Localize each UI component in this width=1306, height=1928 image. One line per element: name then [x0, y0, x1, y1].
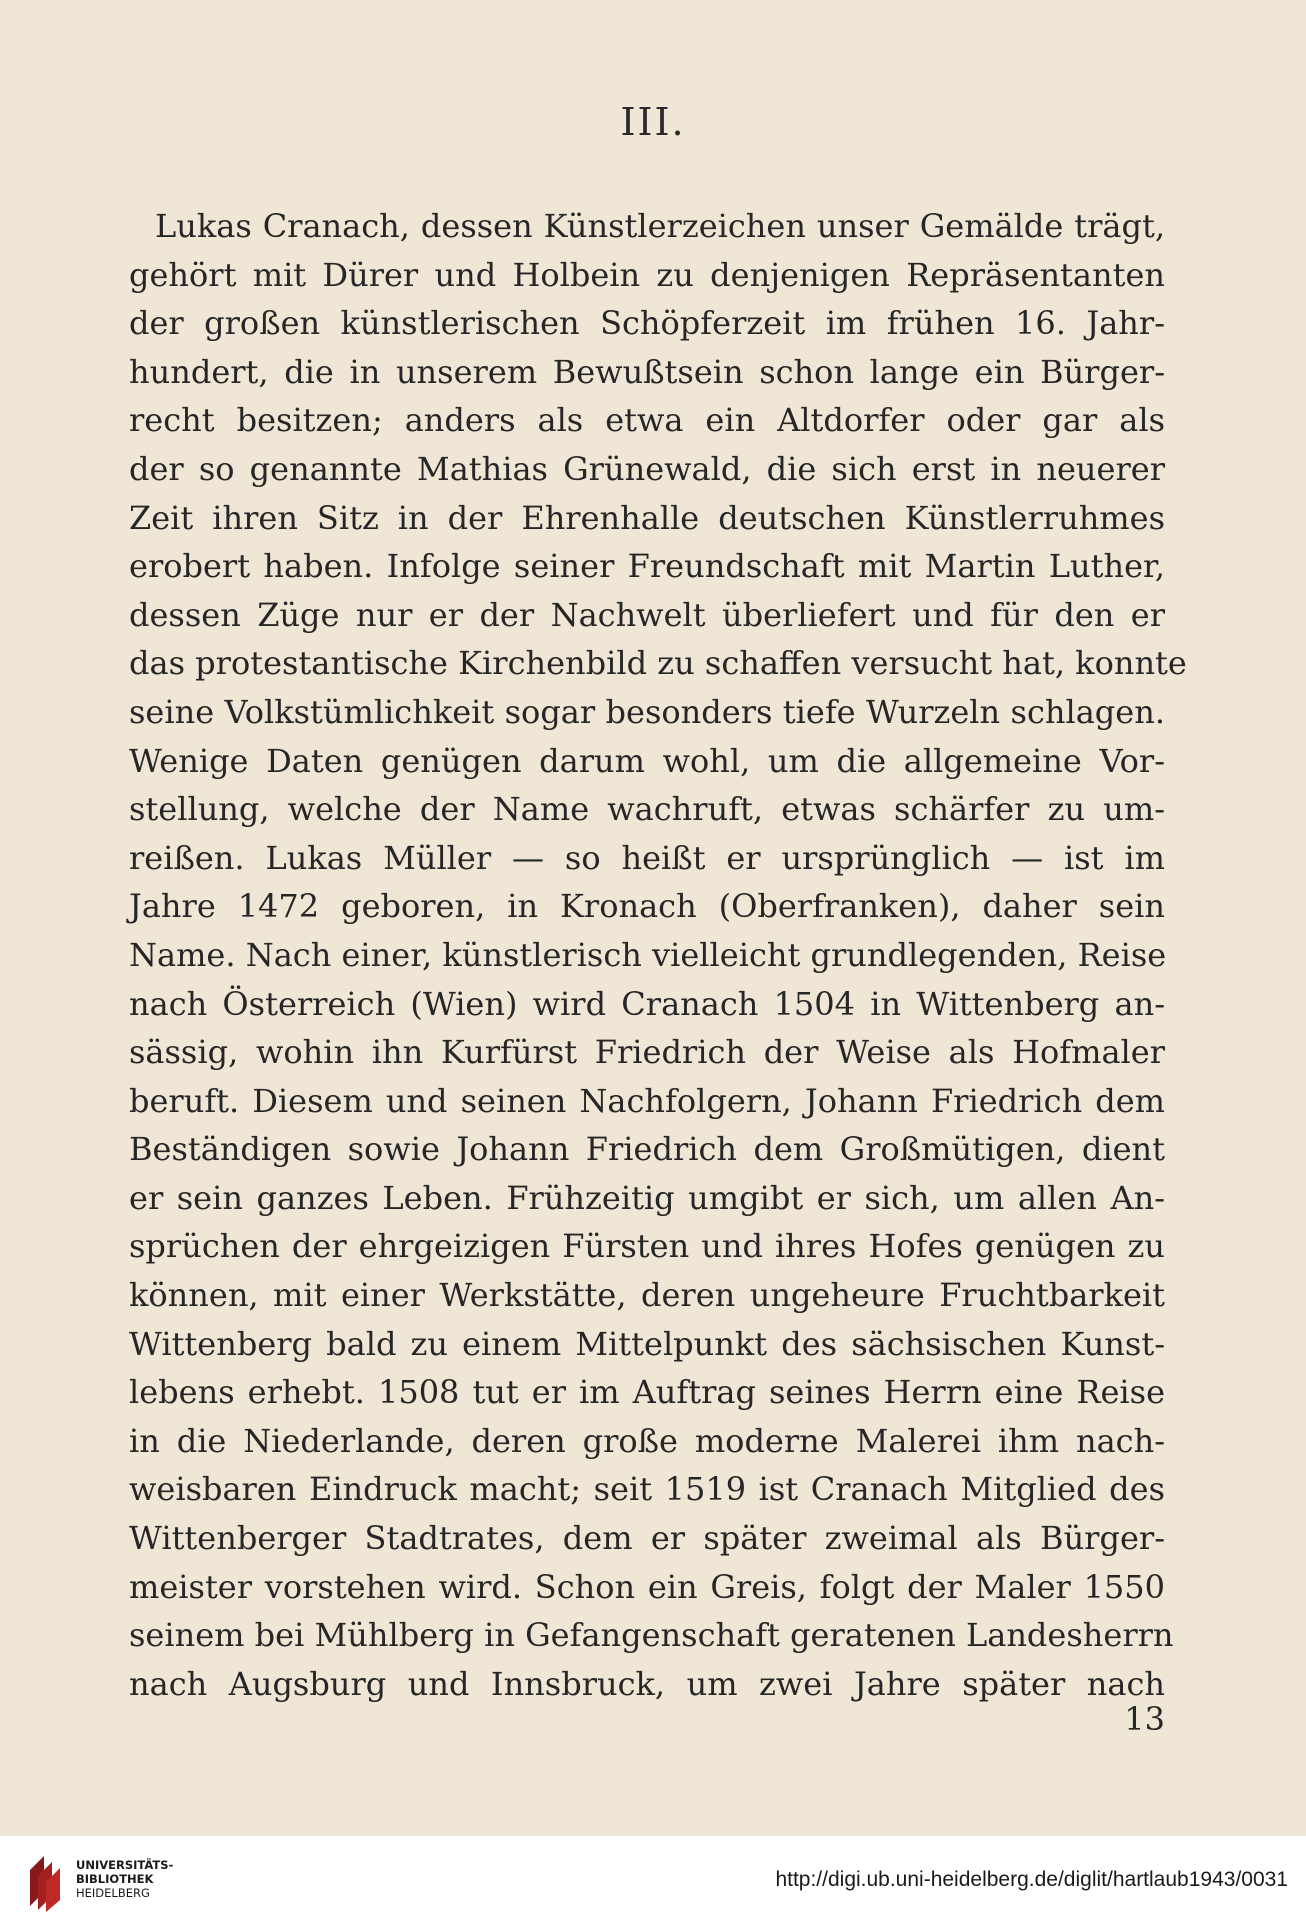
- library-name: [76, 1858, 173, 1900]
- text-line: der so genannte Mathias Grünewald, die sich erst in neuerer: [129, 449, 1165, 488]
- text-line: weisbaren Eindruck macht; seit 1519 ist Cranach Mitglied des: [129, 1470, 1165, 1509]
- library-name-line: HEIDELBERG: [76, 1886, 150, 1900]
- text-line: er sein ganzes Leben. Frühzeitig umgibt er sich, um allen An-: [129, 1178, 1165, 1217]
- text-line: sässig, wohin ihn Kurfürst Friedrich der Weise als Hofmaler: [129, 1033, 1165, 1072]
- text-line: meister vorstehen wird. Schon ein Greis, folgt der Maler 1550: [129, 1567, 1165, 1606]
- text-line: dessen Züge nur er der Nachwelt überliefert und für den er: [129, 595, 1165, 634]
- footer-bar: [0, 1836, 1306, 1928]
- text-line: Jahre 1472 geboren, in Kronach (Oberfranken), daher sein: [129, 887, 1165, 926]
- text-line: Wittenberger Stadtrates, dem er später zweimal als Bürger-: [129, 1519, 1165, 1558]
- text-line: seinem bei Mühlberg in Gefangenschaft geratenen Landesherrn: [129, 1616, 1174, 1655]
- text-line: Wittenberg bald zu einem Mittelpunkt des sächsischen Kunst-: [129, 1324, 1165, 1363]
- text-line: gehört mit Dürer und Holbein zu denjenigen Repräsentanten: [129, 255, 1165, 294]
- text-line: sprüchen der ehrgeizigen Fürsten und ihres Hofes genügen zu: [129, 1227, 1165, 1266]
- library-logo-icon: [24, 1848, 68, 1914]
- text-line: beruft. Diesem und seinen Nachfolgern, Johann Friedrich dem: [129, 1081, 1165, 1120]
- text-line: Name. Nach einer, künstlerisch vielleicht grundlegenden, Reise: [129, 935, 1167, 974]
- text-line: recht besitzen; anders als etwa ein Altdorfer oder gar als: [129, 401, 1165, 440]
- text-line: Zeit ihren Sitz in der Ehrenhalle deutschen Künstlerruhmes: [129, 498, 1165, 537]
- text-line: in die Niederlande, deren große moderne Malerei ihm nach-: [129, 1421, 1165, 1460]
- text-line: nach Augsburg und Innsbruck, um zwei Jahre später nach: [129, 1664, 1165, 1703]
- page-number: 13: [1124, 1700, 1165, 1738]
- text-line: erobert haben. Infolge seiner Freundschaft mit Martin Luther,: [129, 547, 1165, 586]
- text-line: das protestantische Kirchenbild zu schaffen versucht hat, konnte: [129, 644, 1187, 683]
- source-url-link[interactable]: http://digi.ub.uni-heidelberg.de/diglit/hartlaub1943/0031: [775, 1868, 1288, 1891]
- library-name-line: UNIVERSITÄTS-: [76, 1858, 174, 1872]
- chapter-heading: III.: [620, 100, 686, 144]
- text-line: reißen. Lukas Müller — so heißt er ursprünglich — ist im: [129, 838, 1165, 877]
- library-name-line: BIBLIOTHEK: [76, 1872, 154, 1886]
- text-line: lebens erhebt. 1508 tut er im Auftrag seines Herrn eine Reise: [129, 1373, 1165, 1412]
- text-line: hundert, die in unserem Bewußtsein schon lange ein Bürger-: [129, 352, 1165, 391]
- text-line: stellung, welche der Name wachruft, etwas schärfer zu um-: [129, 790, 1165, 829]
- text-line: Wenige Daten genügen darum wohl, um die allgemeine Vor-: [129, 741, 1165, 780]
- text-line: Lukas Cranach, dessen Künstlerzeichen unser Gemälde trägt,: [155, 207, 1165, 245]
- text-line: können, mit einer Werkstätte, deren ungeheure Fruchtbarkeit: [129, 1276, 1165, 1315]
- text-line: Beständigen sowie Johann Friedrich dem Großmütigen, dient: [129, 1130, 1165, 1169]
- body-text: [129, 202, 1187, 1708]
- text-line: seine Volkstümlichkeit sogar besonders tiefe Wurzeln schlagen.: [129, 692, 1165, 731]
- text-line: nach Österreich (Wien) wird Cranach 1504 in Wittenberg an-: [129, 984, 1165, 1023]
- text-line: der großen künstlerischen Schöpferzeit im frühen 16. Jahr-: [129, 304, 1165, 343]
